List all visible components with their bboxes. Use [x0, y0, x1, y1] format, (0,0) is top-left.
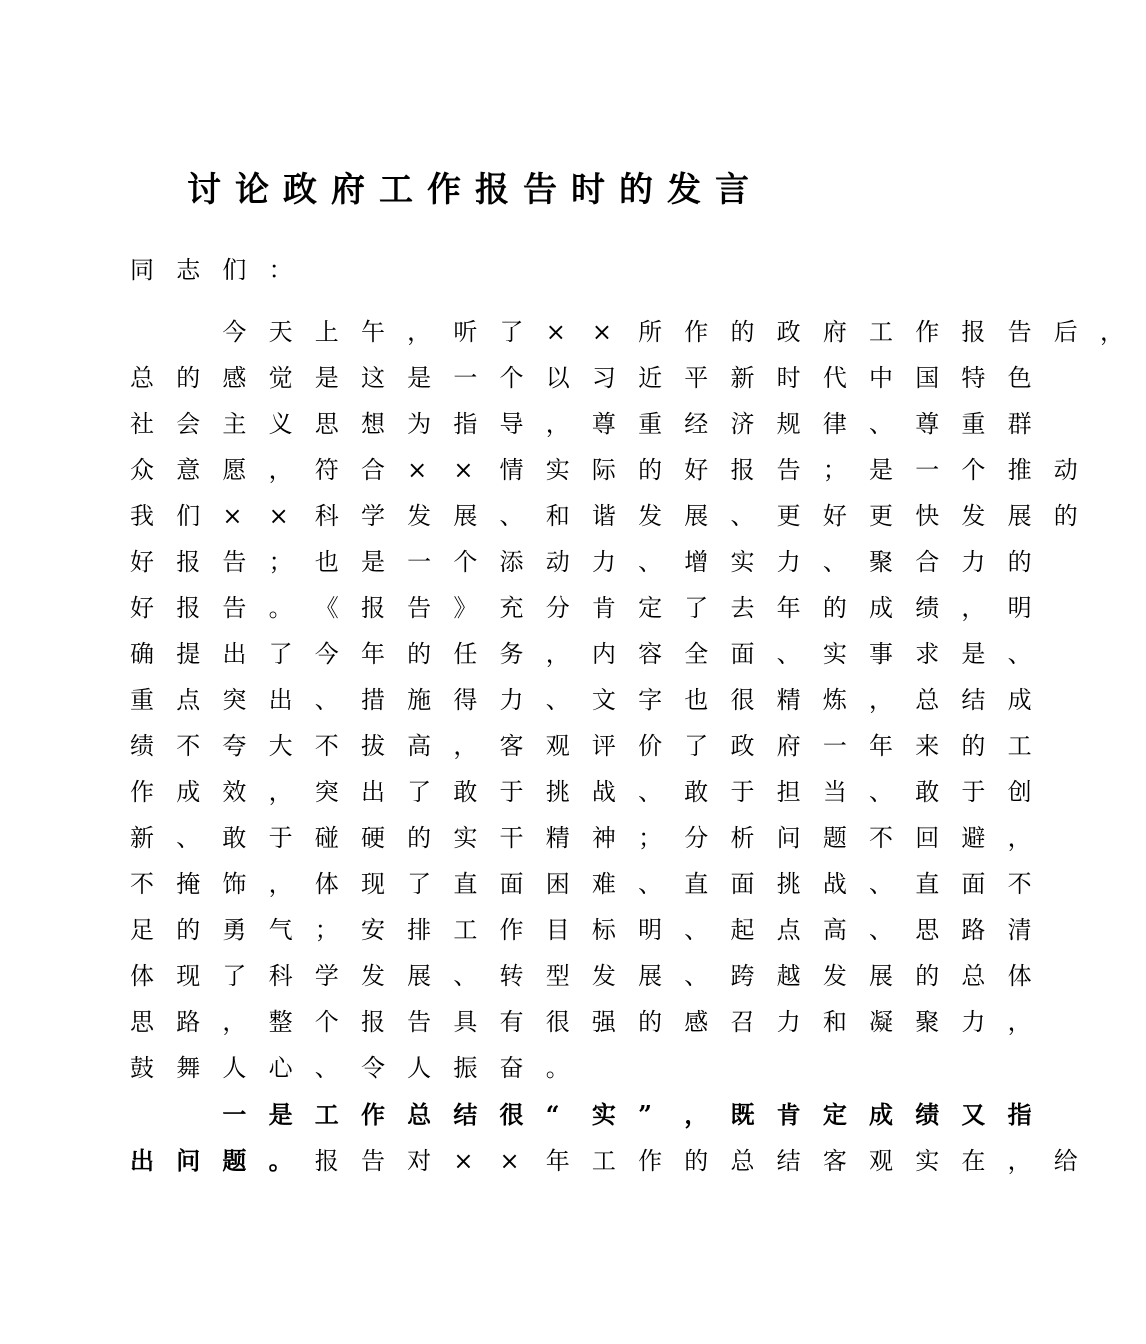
body-line: 思 路 ， 整 个 报 告 具 有 很 强 的 感 召 力 和 凝 聚 力 ， — [130, 1008, 1032, 1036]
body-line: 鼓 舞 人 心 、 令 人 振 奋 。 — [130, 1054, 570, 1082]
body-line: 不 掩 饰 ， 体 现 了 直 面 困 难 、 直 面 挑 战 、 直 面 不 — [130, 870, 1032, 898]
document-title: 讨论政府工作报告时的发言 — [187, 170, 763, 210]
body-line: 好 报 告 ； 也 是 一 个 添 动 力 、 增 实 力 、 聚 合 力 的 — [130, 548, 1032, 576]
body-line: 社 会 主 义 思 想 为 指 导 ， 尊 重 经 济 规 律 、 尊 重 群 — [130, 410, 1032, 438]
body-line: 我 们 × × 科 学 发 展 、 和 谐 发 展 、 更 好 更 快 发 展 的 — [130, 502, 1078, 530]
section-heading-line2 — [130, 1138, 1100, 1184]
body-line: 体 现 了 科 学 发 展 、 转 型 发 展 、 跨 越 发 展 的 总 体 — [130, 962, 1032, 990]
section-heading-bold: 出 问 题 。 — [130, 1146, 293, 1175]
body-line: 作 成 效 ， 突 出 了 敢 于 挑 战 、 敢 于 担 当 、 敢 于 创 — [130, 778, 1032, 806]
body-line: 绩 不 夸 大 不 拔 高 ， 客 观 评 价 了 政 府 一 年 来 的 工 — [130, 732, 1032, 760]
body-line: 同 志 们 ： — [130, 256, 293, 284]
body-line: 足 的 勇 气 ； 安 排 工 作 目 标 明 、 起 点 高 、 思 路 清 — [130, 916, 1032, 944]
body-line: 众 意 愿 ， 符 合 × × 情 实 际 的 好 报 告 ； 是 一 个 推 动 — [130, 456, 1078, 484]
body-line: 重 点 突 出 、 措 施 得 力 、 文 字 也 很 精 炼 ， 总 结 成 — [130, 686, 1032, 714]
body-line: 今 天 上 午 ， 听 了 × × 所 作 的 政 府 工 作 报 告 后 ， — [222, 318, 1124, 346]
body-line: 确 提 出 了 今 年 的 任 务 ， 内 容 全 面 、 实 事 求 是 、 — [130, 640, 1032, 668]
body-line: 好 报 告 。 《 报 告 》 充 分 肯 定 了 去 年 的 成 绩 ， 明 — [130, 594, 1032, 622]
body-line: 总 的 感 觉 是 这 是 一 个 以 习 近 平 新 时 代 中 国 特 色 — [130, 364, 1032, 392]
section-heading-line1: 一 是 工 作 总 结 很 “ 实 ” ， 既 肯 定 成 绩 又 指 — [222, 1100, 1032, 1129]
section-heading-rest: 报 告 对 × × 年 工 作 的 总 结 客 观 实 在 ， 给 — [314, 1147, 1078, 1175]
body-line: 新 、 敢 于 碰 硬 的 实 干 精 神 ； 分 析 问 题 不 回 避 ， — [130, 824, 1032, 852]
